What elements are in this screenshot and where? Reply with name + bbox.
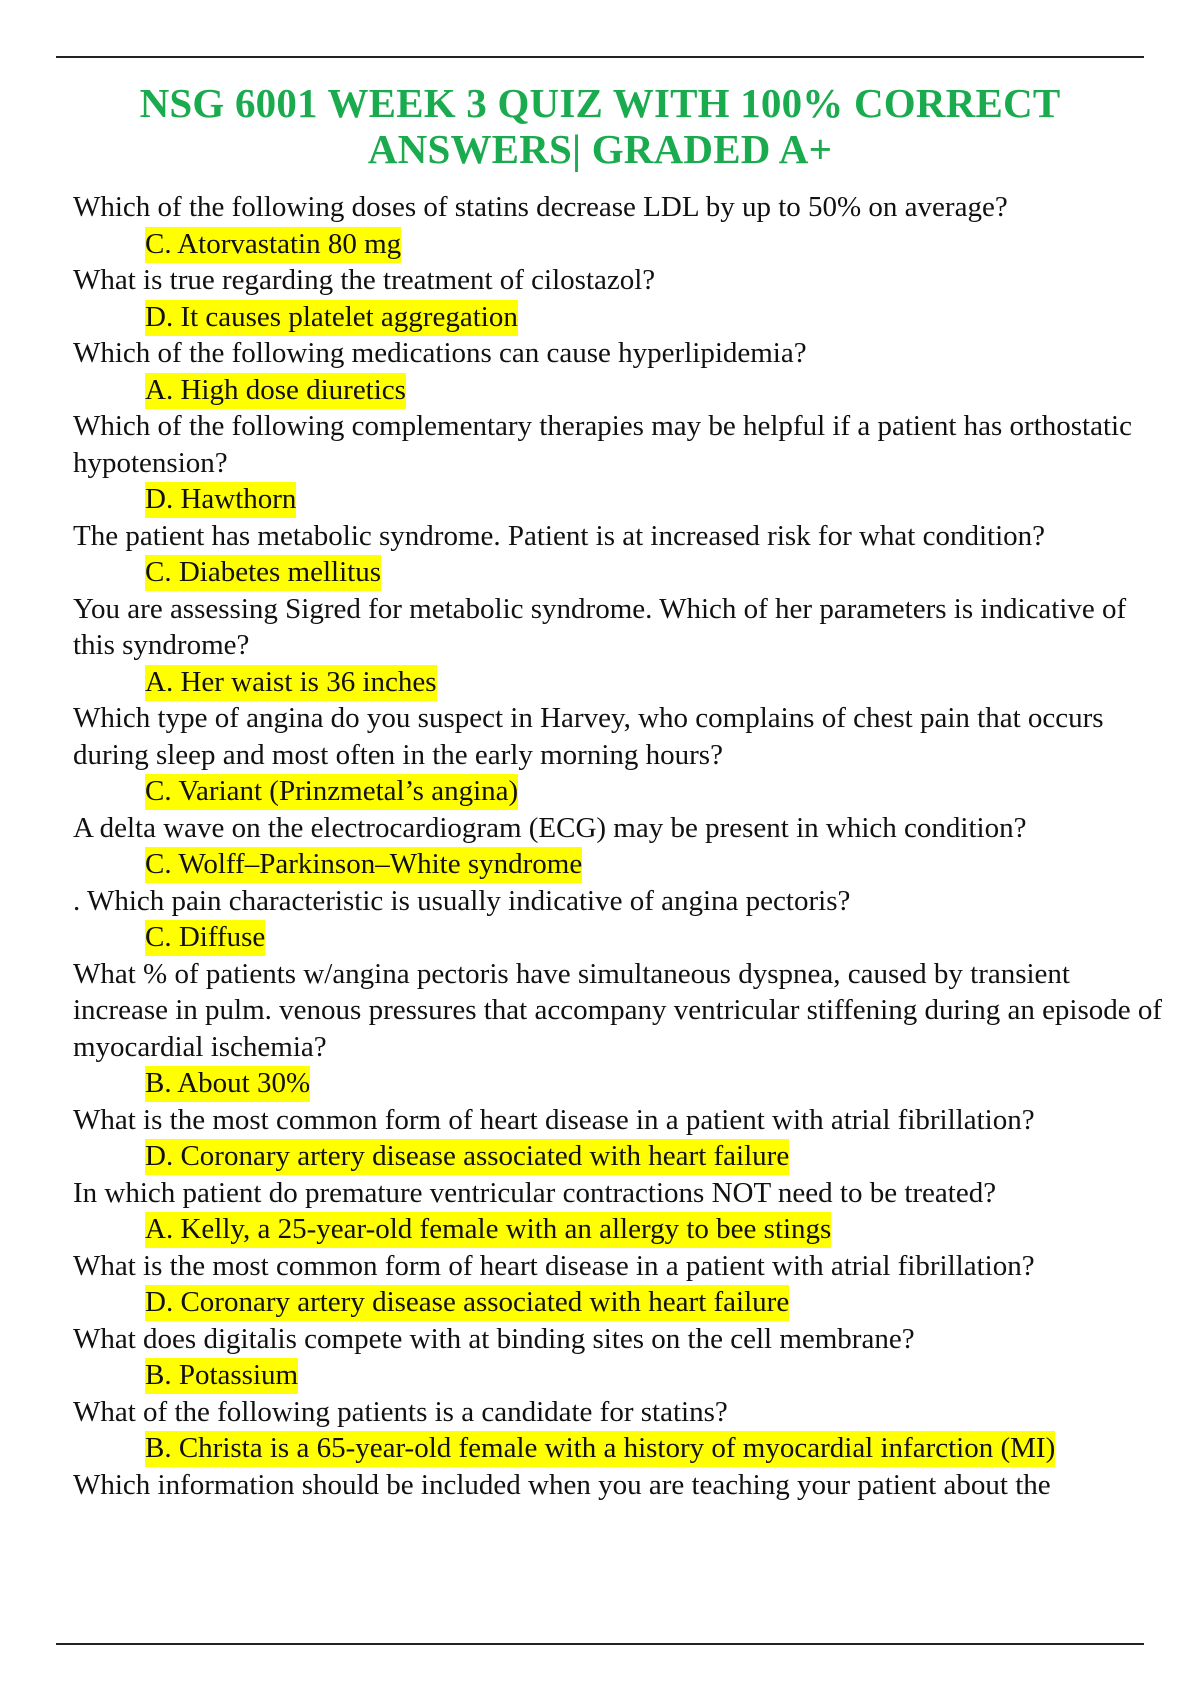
question-text: In which patient do premature ventricular contractions NOT need to be treated? xyxy=(73,1176,997,1209)
highlighted-answer: C. Variant (Prinzmetal’s angina) xyxy=(145,774,518,810)
question-text: A delta wave on the electrocardiogram (ECG) may be present in which condition? xyxy=(73,811,1027,844)
answer-row xyxy=(73,481,1163,518)
highlighted-answer: C. Diabetes mellitus xyxy=(145,555,381,591)
answer-row xyxy=(73,919,1163,956)
question-text: . Which pain characteristic is usually indicative of angina pectoris? xyxy=(73,884,851,917)
highlighted-answer: D. Coronary artery disease associated with heart failure xyxy=(145,1285,789,1321)
highlighted-answer: B. About 30% xyxy=(145,1066,310,1102)
answer-row xyxy=(73,226,1163,263)
question-text: What % of patients w/angina pectoris have simultaneous dyspnea, caused by transient increase in pulm. venous pressures that accompany ventricular stiffening during an episode of myocardial ischemia? xyxy=(73,957,1163,1063)
question-text: Which of the following complementary therapies may be helpful if a patient has orthostatic hypotension? xyxy=(73,410,1132,479)
answer-row xyxy=(73,1284,1163,1321)
highlighted-answer: C. Atorvastatin 80 mg xyxy=(145,227,401,263)
top-rule xyxy=(56,56,1144,58)
answer-row xyxy=(73,1211,1163,1248)
question-text: What is the most common form of heart disease in a patient with atrial fibrillation? xyxy=(73,1103,1035,1136)
answer-row xyxy=(73,1138,1163,1175)
quiz-content xyxy=(73,189,1163,1503)
highlighted-answer: D. Hawthorn xyxy=(145,482,296,518)
question-text: Which of the following medications can cause hyperlipidemia? xyxy=(73,337,807,369)
question-text: What is the most common form of heart disease in a patient with atrial fibrillation? xyxy=(73,1249,1035,1282)
highlighted-answer: C. Wolff–Parkinson–White syndrome xyxy=(145,847,582,883)
question-text: What does digitalis compete with at binding sites on the cell membrane? xyxy=(73,1322,915,1355)
document-title xyxy=(56,80,1144,172)
answer-row xyxy=(73,664,1163,701)
bottom-rule xyxy=(56,1643,1144,1645)
question-text: Which information should be included when you are teaching your patient about the xyxy=(73,1468,1051,1501)
title-line-2: ANSWERS| GRADED A+ xyxy=(367,126,833,172)
highlighted-answer: C. Diffuse xyxy=(145,920,265,956)
answer-row xyxy=(73,846,1163,883)
answer-row xyxy=(73,372,1163,409)
answer-row xyxy=(73,554,1163,591)
highlighted-answer: A. High dose diuretics xyxy=(145,373,406,409)
question-text: What is true regarding the treatment of cilostazol? xyxy=(73,264,656,296)
answer-row xyxy=(73,1065,1163,1102)
highlighted-answer: B. Christa is a 65-year-old female with a history of myocardial infarction (MI) xyxy=(145,1431,1055,1467)
question-text: Which type of angina do you suspect in Harvey, who complains of chest pain that occurs during sleep and most often in the early morning hours? xyxy=(73,702,1104,771)
answer-row xyxy=(73,1430,1163,1467)
highlighted-answer: B. Potassium xyxy=(145,1358,298,1394)
highlighted-answer: A. Her waist is 36 inches xyxy=(145,665,437,701)
highlighted-answer: D. Coronary artery disease associated with heart failure xyxy=(145,1139,789,1175)
title-line-1: NSG 6001 WEEK 3 QUIZ WITH 100% CORRECT xyxy=(139,80,1061,126)
question-text: What of the following patients is a candidate for statins? xyxy=(73,1395,728,1428)
highlighted-answer: D. It causes platelet aggregation xyxy=(145,300,518,336)
answer-row xyxy=(73,1357,1163,1394)
highlighted-answer: A. Kelly, a 25-year-old female with an allergy to bee stings xyxy=(145,1212,831,1248)
answer-row xyxy=(73,773,1163,810)
question-text: Which of the following doses of statins decrease LDL by up to 50% on average? xyxy=(73,191,1008,223)
question-text: The patient has metabolic syndrome. Patient is at increased risk for what condition? xyxy=(73,519,1046,552)
answer-row xyxy=(73,299,1163,336)
question-text: You are assessing Sigred for metabolic syndrome. Which of her parameters is indicative of this syndrome? xyxy=(73,592,1127,661)
